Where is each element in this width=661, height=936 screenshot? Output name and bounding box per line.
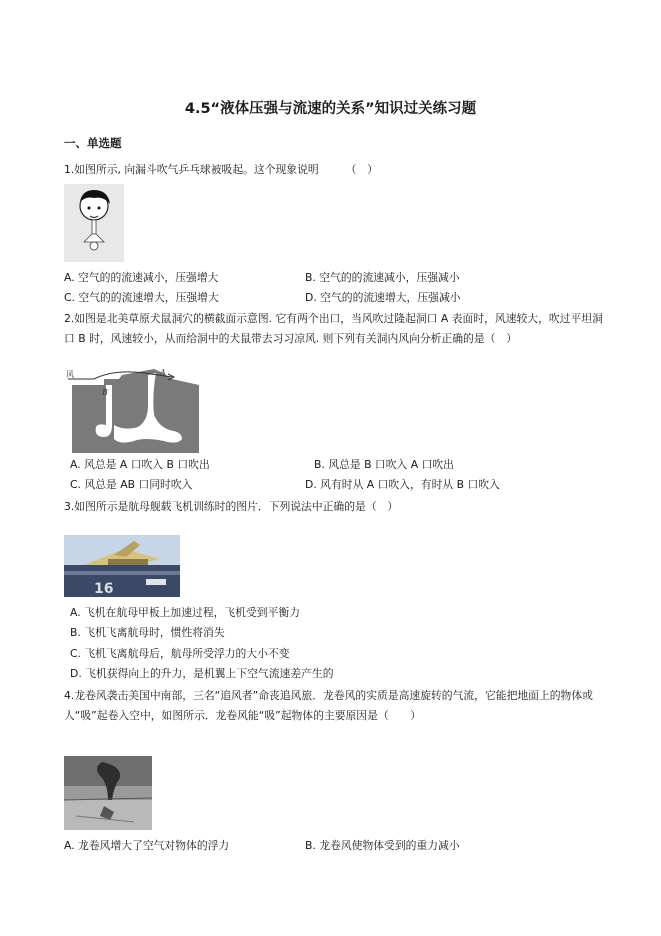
question-1-option-b: B. 空气的的流速减小，压强减小 <box>305 271 460 284</box>
section-heading: 一、单选题 <box>64 136 122 150</box>
carrier-jet-illustration <box>64 535 180 597</box>
question-4-option-a: A. 龙卷风增大了空气对物体的浮力 <box>64 839 230 852</box>
burrow-cross-section <box>64 365 204 455</box>
question-3-option-a: A. 飞机在航母甲板上加速过程，飞机受到平衡力 <box>70 606 300 619</box>
question-1-option-a: A. 空气的的流速减小，压强增大 <box>64 271 219 284</box>
opening-b-label: B <box>102 388 108 397</box>
opening-a-label: A <box>160 368 166 377</box>
page-title: 4.5“液体压强与流速的关系”知识过关练习题 <box>184 101 477 117</box>
question-2-stem: 2.如图是北美草原犬鼠洞穴的横截面示意图. 它有两个出口，当风吹过隆起洞口 A 表面时，风速较大，吹过平坦洞口 B 时，风速较小，从而给洞中的犬鼠带去习习凉风. 则下列有关洞内风向分析正确的是（ ） <box>64 312 603 345</box>
carrier-jet-photo <box>64 535 180 597</box>
wind-label: 风 <box>66 370 74 379</box>
question-2-option-b: B. 风总是 B 口吹入 A 口吹出 <box>314 458 454 471</box>
question-2-option-a: A. 风总是 A 口吹入 B 口吹出 <box>70 458 210 471</box>
tornado-illustration <box>64 756 152 830</box>
question-2-option-c: C. 风总是 AB 口同时吹入 <box>70 478 193 491</box>
question-3-stem: 3.如图所示是航母舰载飞机训练时的图片．下列说法中正确的是（ ） <box>64 500 399 513</box>
question-1-stem: 1.如图所示, 向漏斗吹气乒乓球被吸起。这个现象说明 （ ） <box>64 163 379 176</box>
question-1-option-d: D. 空气的的流速增大，压强减小 <box>305 291 461 304</box>
question-3-option-b: B. 飞机飞离航母时，惯性将消失 <box>70 626 225 639</box>
funnel-illustration <box>64 184 124 262</box>
question-1-option-c: C. 空气的的流速增大，压强增大 <box>64 291 219 304</box>
question-3-option-d: D. 飞机获得向上的升力，是机翼上下空气流速差产生的 <box>70 667 334 680</box>
burrow-figure <box>64 365 204 455</box>
funnel-blowing-figure <box>64 184 124 262</box>
question-2-option-d: D. 风有时从 A 口吹入，有时从 B 口吹入 <box>305 478 500 491</box>
question-4-option-b: B. 龙卷风使物体受到的重力减小 <box>305 839 460 852</box>
tornado-photo <box>64 756 152 830</box>
question-4-stem: 4.龙卷风袭击美国中南部，三名“追风者”命丧追风旅．龙卷风的实质是高速旋转的气流，它能把地面上的物体或人“吸”起卷入空中，如图所示．龙卷风能“吸”起物体的主要原因是（ ） <box>64 689 593 722</box>
deck-number-graphic: 16 <box>94 581 114 597</box>
question-3-option-c: C. 飞机飞离航母后，航母所受浮力的大小不变 <box>70 647 290 660</box>
